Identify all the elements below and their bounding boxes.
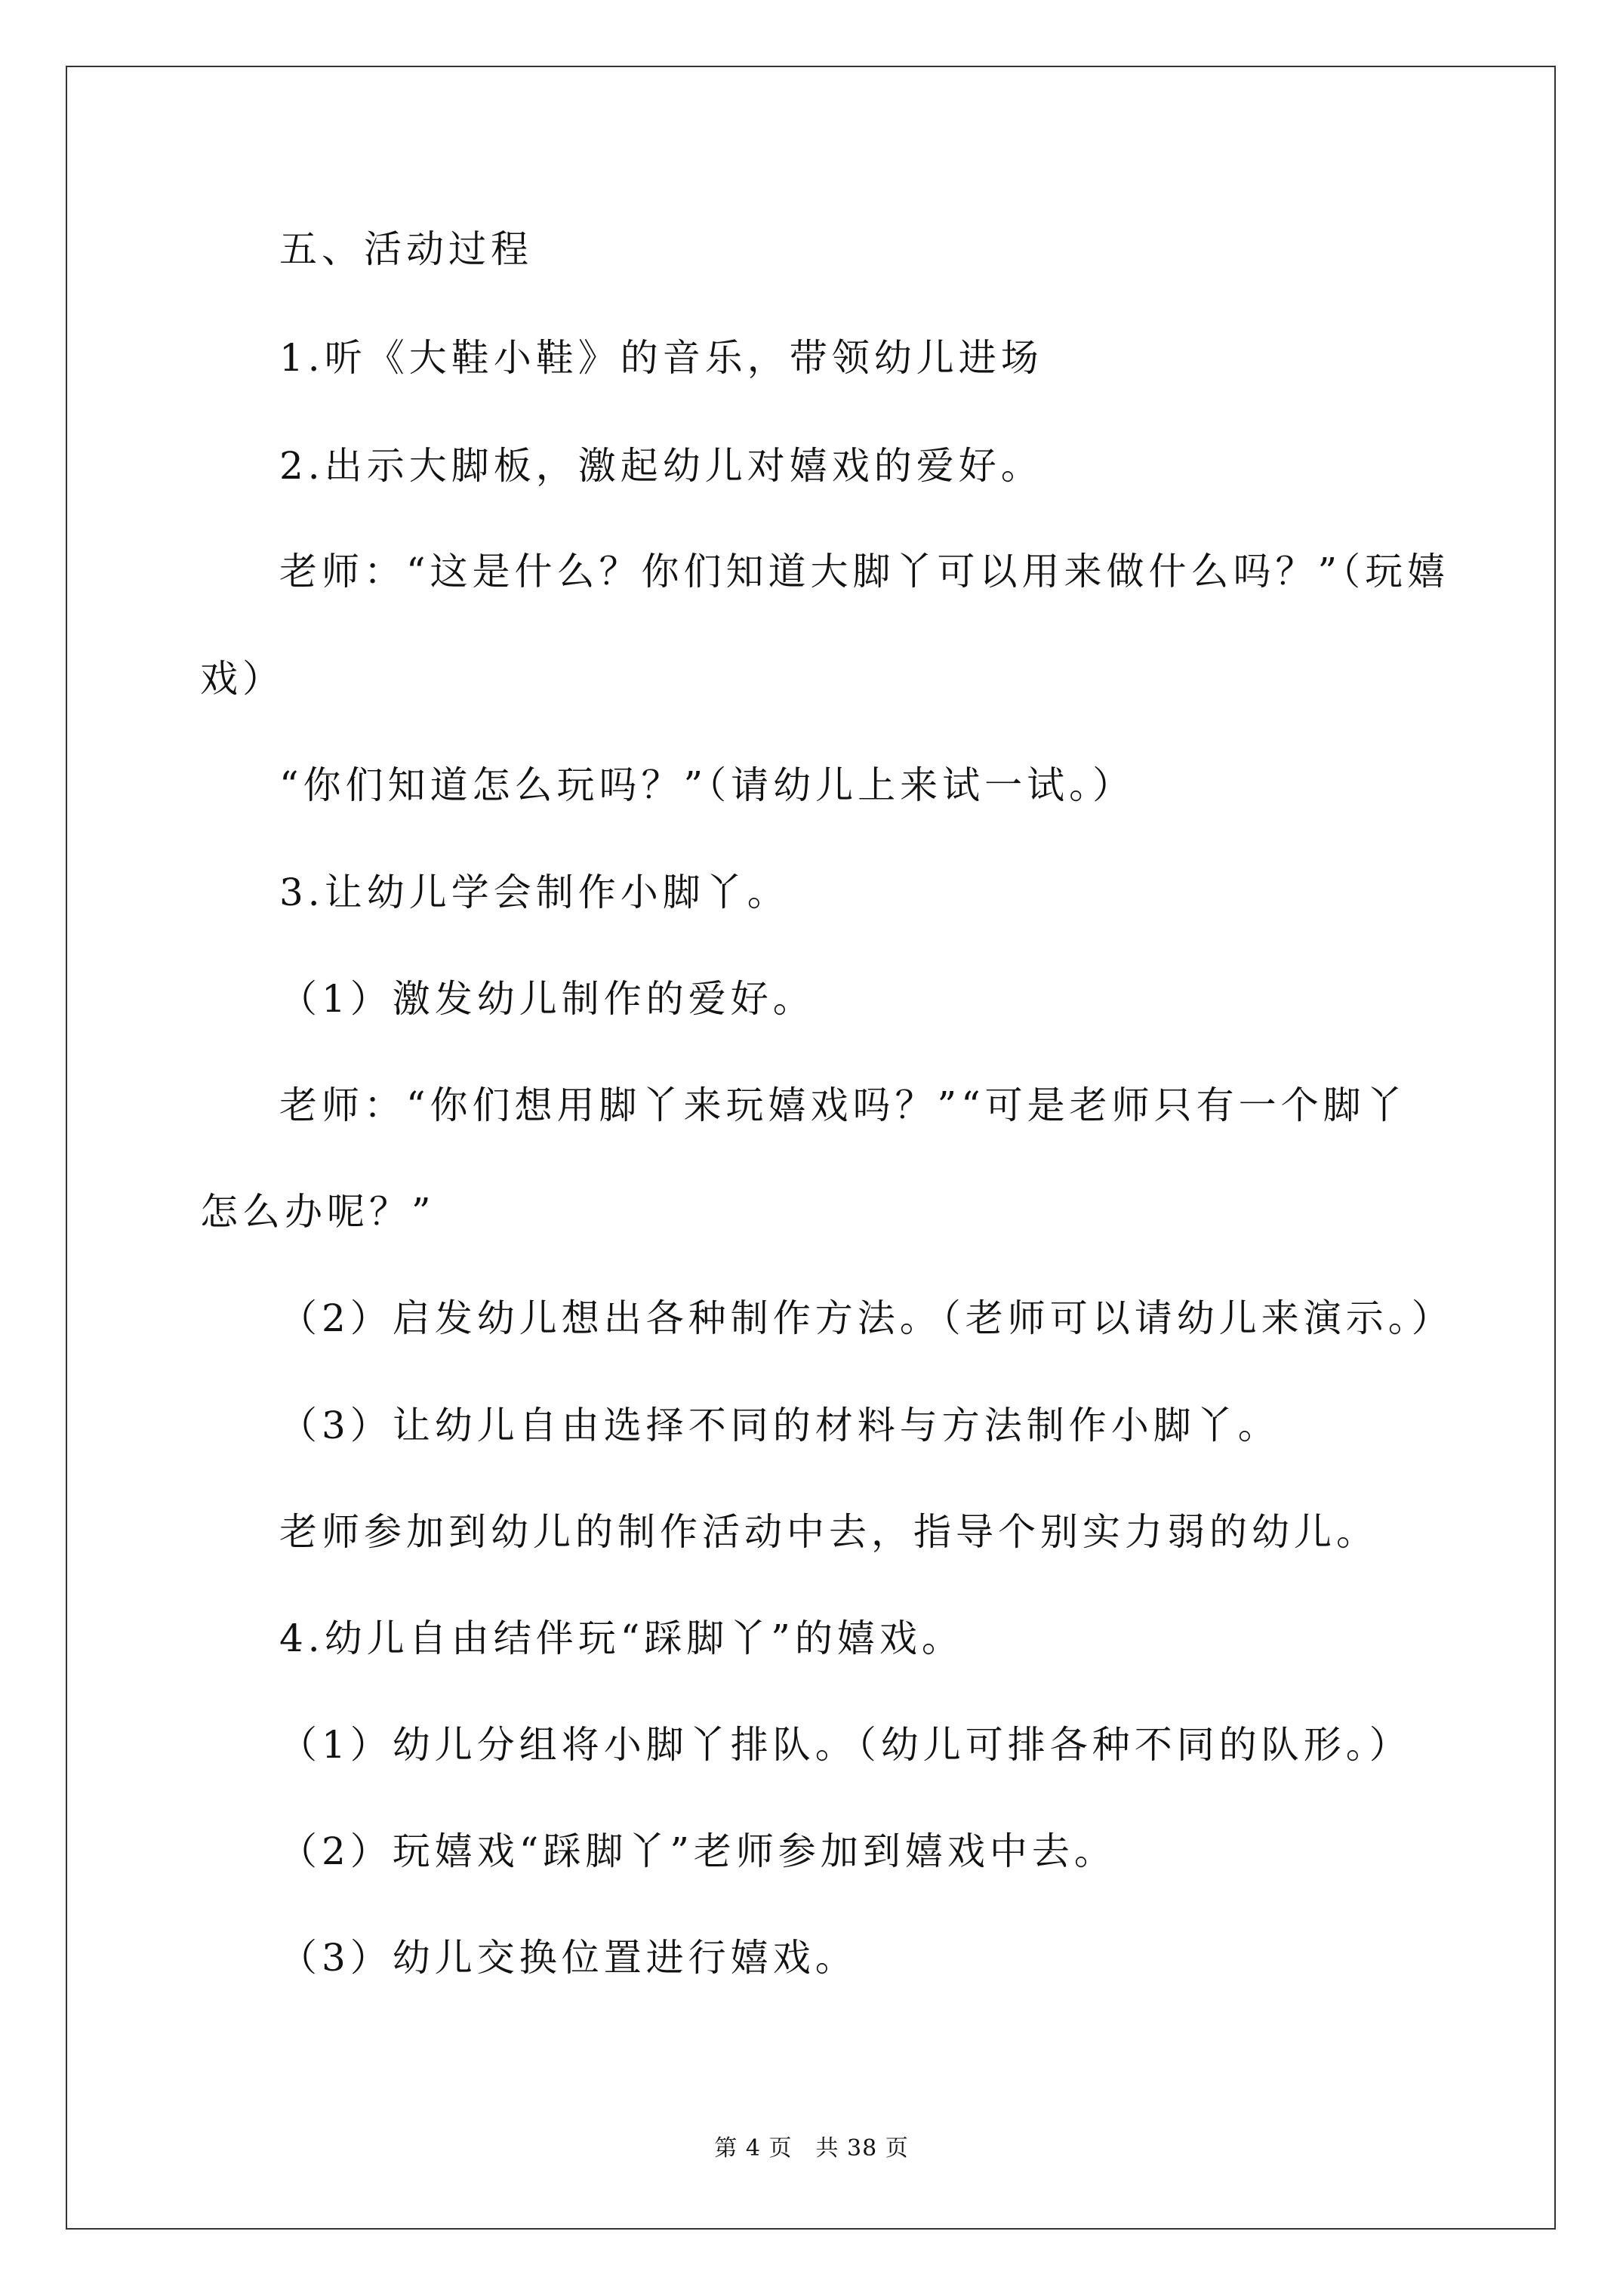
paragraph: 4.幼儿自由结伴玩“踩脚丫”的嬉戏。 [279, 1616, 964, 1660]
paragraph: （1）幼儿分组将小脚丫排队。（幼儿可排各种不同的队形。） [279, 1723, 1412, 1767]
paragraph: （2）玩嬉戏“踩脚丫”老师参加到嬉戏中去。 [279, 1829, 1116, 1873]
paragraph: 老师：“你们想用脚丫来玩嬉戏吗？”“可是老师只有一个脚丫 [279, 1083, 1408, 1127]
paragraph: 2.出示大脚板，激起幼儿对嬉戏的爱好。 [279, 444, 1043, 488]
paragraph: （1）激发幼儿制作的爱好。 [279, 977, 815, 1021]
paragraph-continuation: 怎么办呢？” [200, 1190, 436, 1234]
paragraph: 老师参加到幼儿的制作活动中去，指导个别实力弱的幼儿。 [279, 1510, 1378, 1554]
section-heading: 五、活动过程 [279, 227, 533, 271]
paragraph: 3.让幼儿学会制作小脚丫。 [279, 871, 790, 914]
paragraph-continuation: 戏） [200, 657, 285, 701]
page-number: 第 4 页 共 38 页 [714, 2135, 909, 2162]
paragraph: “你们知道怎么玩吗？”（请幼儿上来试一试。） [279, 763, 1135, 807]
paragraph: （3）让幼儿自由选择不同的材料与方法制作小脚丫。 [279, 1404, 1280, 1447]
paragraph: （3）幼儿交换位置进行嬉戏。 [279, 1936, 858, 1980]
paragraph: 1.听《大鞋小鞋》的音乐，带领幼儿进场 [279, 336, 1043, 380]
paragraph: 老师：“这是什么？你们知道大脚丫可以用来做什么吗？”（玩嬉 [279, 550, 1450, 593]
paragraph: （2）启发幼儿想出各种制作方法。（老师可以请幼儿来演示。） [279, 1296, 1454, 1340]
